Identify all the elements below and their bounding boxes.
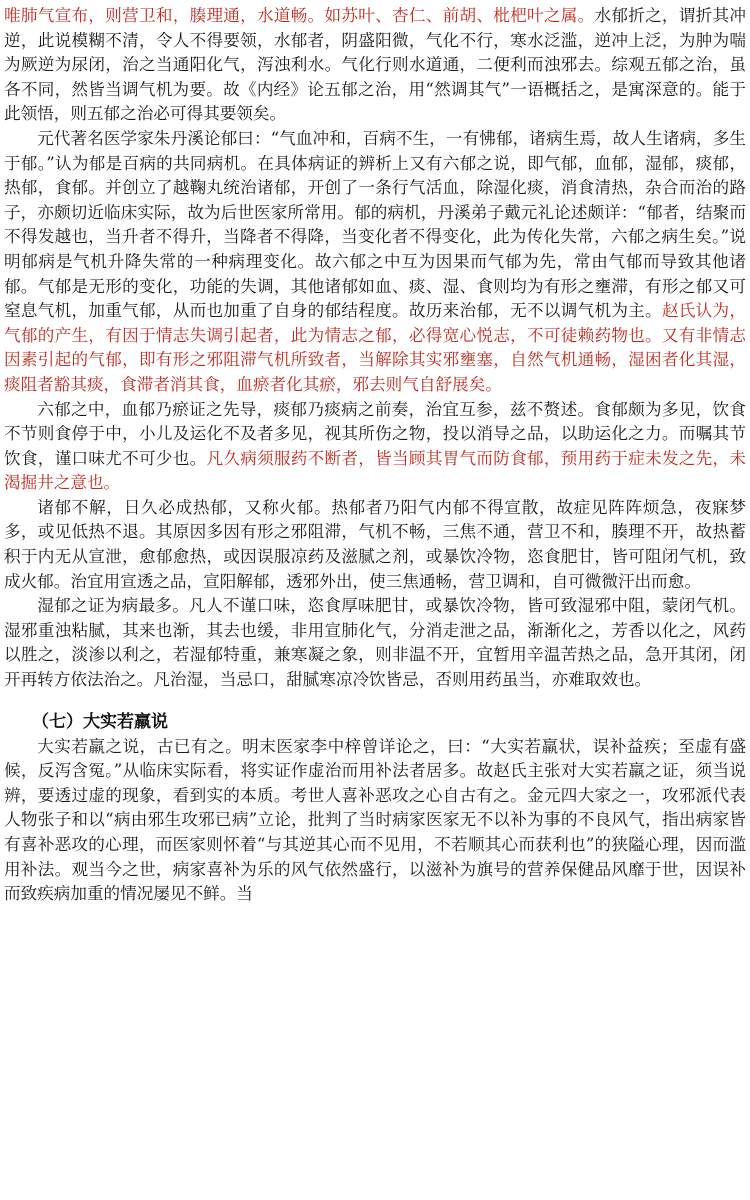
emphasis-text: 赵氏认为，气郁的产生，有因于情志失调引起者，此为情志之郁，必得宽心悦志，不可徒赖药物也。又有非情志因素引起的气郁，即有形之邪阻滞气机所致者，当解除其实邪壅塞，自然气机通畅，湿困者化其湿，痰阻者豁其痰，食滞者消其食，血瘀者化其瘀，邪去则气自舒展矣。: [4, 301, 747, 394]
paragraph-zhu-danxi: [4, 127, 746, 398]
paragraph-liu-yu: [4, 398, 746, 496]
body-text: 水郁折之，谓折其冲逆，此说模糊不清，令人不得要领，水郁者，阴盛阳微，气化不行，寒水泛滥，逆冲上泛，为肿为喘为厥逆为尿闭，治之当通阳化气，泻浊利水。气化行则水道通，二便利而浊邪去。综观五郁之治，虽各不同，然皆当调气机为要。故《内经》论五郁之治，用“然调其气”一语概括之，是寓深意的。能于此领悟，则五郁之治必可得其要领矣。: [4, 6, 747, 124]
emphasis-text: 凡久病须服药不断者，皆当顾其胃气而防食郁，预用药于症未发之先，未渴掘井之意也。: [4, 448, 747, 493]
section-heading: （七）大实若羸说: [32, 711, 168, 732]
body-text: 元代著名医学家朱丹溪论郁曰：“气血冲和，百病不生，一有怫郁，诸病生焉，故人生诸病，多生于郁。”认为郁是百病的共同病机。在具体病证的辨析上又有六郁之说，即气郁，血郁，湿郁，痰郁，热郁，食郁。并创立了越鞠丸统治诸郁，开创了一条行气活血，除湿化痰，消食清热，杂合而治的路子，亦颇切近临床实际，故为后世医家所常用。郁的病机，丹溪弟子戴元礼论述颇详：“郁者，结聚而不得发越也，当升者不得升，当降者不得降，当变化者不得变化，此为传化失常，六郁之病生矣。”说明郁病是气机升降失常的一种病理变化。故六郁之中互为因果而气郁为先，常由气郁而导致其他诸郁。气郁是无形的变化，功能的失调，其他诸郁如血、痰、湿、食则均为有形之壅滞，有形之郁又可窒息气机，加重气郁，从而也加重了自身的郁结程度。故历来治郁，无不以调气机为主。: [4, 128, 746, 321]
body-text: 湿郁之证为病最多。凡人不谨口味，恣食厚味肥甘，或暴饮冷物，皆可致湿邪中阻，蒙闭气机。湿邪重浊粘腻，其来也渐，其去也缓，非用宣肺化气，分消走泄之品，渐渐化之，芳香以化之，风药以胜之，淡渗以利之，若湿郁特重，兼寒凝之象，则非温不开，宜暂用辛温苦热之品，急开其闭，闭开再转方依法治之。凡治湿，当忌口，甜腻寒凉冷饮皆忌，否则用药虽当，亦难取效也。: [4, 596, 746, 690]
body-text: 诸郁不解，日久必成热郁，又称火郁。热郁者乃阳气内郁不得宣散，故症见阵阵烦急，夜寐梦多，或见低热不退。其原因多因有形之邪阻滞，气机不畅，三焦不通，营卫不和，腠理不开，故热蓄积于内无从宣泄，愈郁愈热，或因误服凉药及滋腻之剂，或暴饮冷物，恣食肥甘，皆可阻闭气机，致成火郁。治宜用宣透之品，宣阳解郁，透邪外出，使三焦通畅，营卫调和，自可微微汗出而愈。: [4, 497, 746, 591]
paragraph-da-shi-ruo-lei: [4, 735, 746, 907]
document-page: [4, 0, 746, 907]
paragraph-wu-yu-summary: [4, 4, 746, 127]
body-text: 大实若羸之说，古已有之。明末医家李中梓曾详论之，曰：“大实若羸状，误补益疾；至虚有盛候，反泻含冤。”从临床实际看，将实证作虚治而用补法者居多。故赵氏主张对大实若羸之证，须当说辨，要透过虚的现象，看到实的本质。考世人喜补恶攻之心自古有之。金元四大家之一，攻邪派代表人物张子和以“病由邪生攻邪已病”立论，批判了当时病家医家无不以补为事的不良风气，指出病家皆有喜补恶攻的心理，而医家则怀着“与其逆其心而不见用，不若顺其心而获利也”的狭隘心理，因而滥用补法。观当今之世，病家喜补为乐的风气依然盛行，以滋补为旗号的营养保健品风靡于世，因误补而致疾病加重的情况屡见不鲜。当: [4, 736, 746, 904]
paragraph-re-yu: [4, 496, 746, 594]
body-text: 六郁之中，血郁乃瘀证之先导，痰郁乃痰病之前奏，治宜互参，兹不赘述。食郁颇为多见，饮食不节则食停于中，小儿及运化不及者多见，视其所伤之物，投以消导之品，以助运化之力。而嘱其节饮食，谨口味尤不可少也。: [4, 399, 746, 468]
paragraph-shi-yu: [4, 594, 746, 692]
emphasis-text: 唯肺气宣布，则营卫和，腠理通，水道畅。如苏叶、杏仁、前胡、枇杷叶之属。: [4, 6, 595, 25]
